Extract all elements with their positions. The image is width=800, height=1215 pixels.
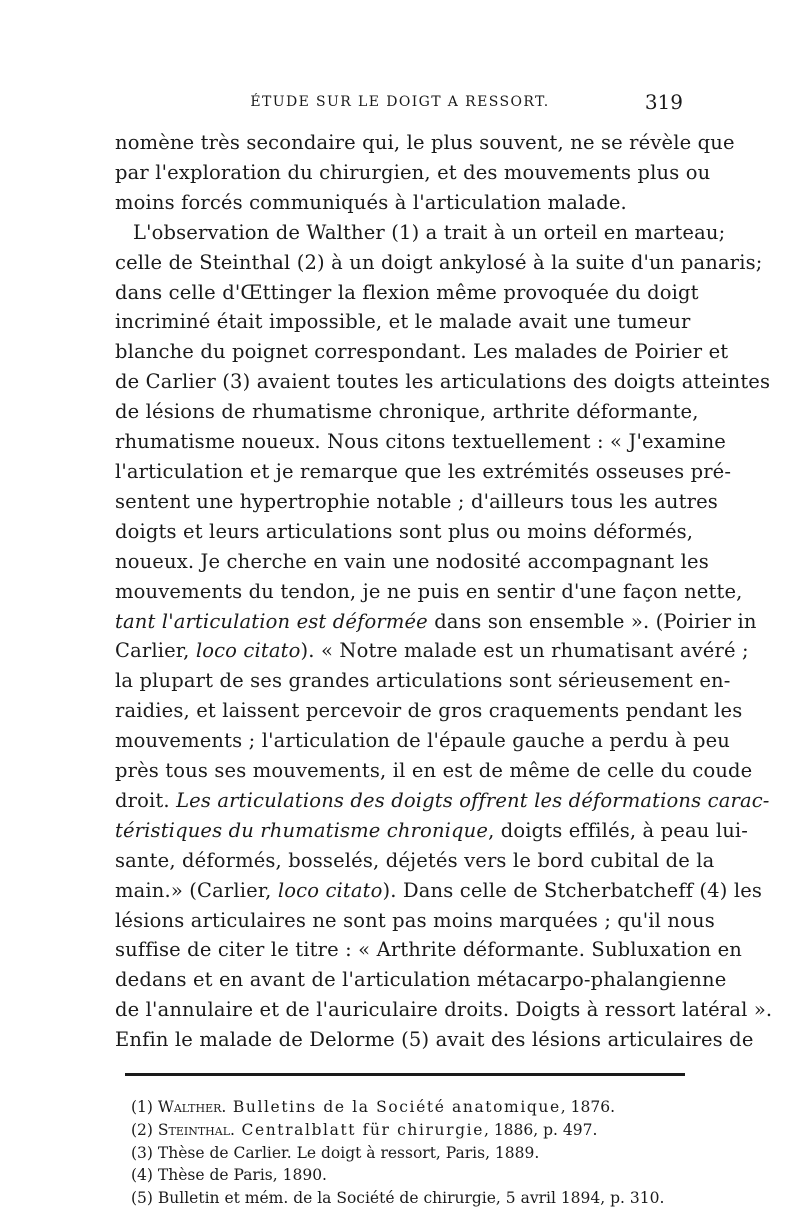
text-segment: Carlier, (115, 639, 196, 663)
footnote-title: Centralblatt für chirurgie (234, 1120, 484, 1139)
footnotes (131, 1096, 685, 1210)
text-line (115, 607, 757, 637)
text-line: incriminé était impossible, et le malade avait une tumeur (115, 310, 691, 334)
italic-citation: loco citato (195, 639, 301, 663)
italic-citation: loco citato (277, 878, 383, 902)
footnote-rule (125, 1073, 685, 1076)
page-number: 319 (644, 90, 683, 114)
text-line: sante, déformés, bosselés, déjetés vers le bord cubital de la (115, 848, 715, 872)
footnote (131, 1187, 685, 1210)
text-line (115, 816, 749, 846)
footnote-text: Thèse de Carlier. Le doigt à ressort, Paris, 1889. (157, 1143, 540, 1162)
book-page (115, 88, 773, 1210)
text-line: L'observation de Walther (1) a trait à un orteil en marteau; (133, 220, 726, 244)
text-line: dedans et en avant de l'articulation métacarpo-phalangienne (115, 968, 727, 992)
text-line: noueux. Je cherche en vain une nodosité accompagnant les (115, 549, 709, 573)
footnote-number: (2) (131, 1120, 158, 1139)
text-line (115, 786, 770, 816)
text-segment: , doigts effilés, à peau lui- (488, 818, 749, 842)
italic-quote: tant l'articulation est déformée (115, 609, 428, 633)
footnote-number: (3) (131, 1143, 158, 1162)
body-text (115, 128, 773, 1055)
text-line: Enfin le malade de Delorme (5) avait des lésions articulaires de (115, 1028, 754, 1052)
text-line (115, 636, 749, 666)
footnote-number: (4) (131, 1166, 158, 1185)
text-line: la plupart de ses grandes articulations sont sérieusement en- (115, 669, 731, 693)
text-line: lésions articulaires ne sont pas moins marquées ; qu'il nous (115, 908, 715, 932)
text-line: doigts et leurs articulations sont plus ou moins déformés, (115, 519, 694, 543)
text-line: de lésions de rhumatisme chronique, arthrite déformante, (115, 400, 699, 424)
running-title: ÉTUDE SUR LE DOIGT A RESSORT. (250, 94, 550, 110)
text-segment: ). « Notre malade est un rhumatisant avéré ; (300, 639, 749, 663)
text-segment: ). Dans celle de Stcherbatcheff (4) les (382, 878, 763, 902)
text-line: de Carlier (3) avaient toutes les articulations des doigts atteintes (115, 370, 771, 394)
footnote-number: (1) (131, 1098, 158, 1117)
text-line: rhumatisme noueux. Nous citons textuellement : « J'examine (115, 430, 726, 454)
italic-quote: téristiques du rhumatisme chronique (115, 818, 489, 842)
footnote-text: , 1876. (560, 1098, 616, 1117)
footnote (131, 1142, 685, 1165)
text-line: près tous ses mouvements, il en est de même de celle du coude (115, 759, 753, 783)
text-line: dans celle d'Œttinger la flexion même provoquée du doigt (115, 280, 699, 304)
text-line: nomène très secondaire qui, le plus souvent, ne se révèle que (115, 131, 735, 154)
text-line: l'articulation et je remarque que les extrémités osseuses pré- (115, 459, 732, 483)
footnote (131, 1096, 685, 1119)
text-segment: main.» (Carlier, (115, 878, 278, 902)
footnote-title: Bulletins de la Société anatomique (226, 1098, 561, 1117)
text-segment: dans son ensemble ». (Poirier in (427, 609, 757, 633)
text-line: mouvements du tendon, je ne puis en sentir d'une façon nette, (115, 579, 743, 603)
text-line: mouvements ; l'articulation de l'épaule gauche a perdu à peu (115, 729, 730, 753)
footnote (131, 1164, 685, 1187)
text-line: par l'exploration du chirurgien, et des mouvements plus ou (115, 160, 711, 184)
footnote-text: Thèse de Paris, 1890. (157, 1166, 327, 1185)
footnote-text: , 1886, p. 497. (483, 1120, 598, 1139)
text-line: moins forcés communiqués à l'articulation malade. (115, 190, 627, 214)
text-line: sentent une hypertrophie notable ; d'ailleurs tous les autres (115, 489, 718, 513)
footnote-number: (5) (131, 1188, 158, 1207)
text-segment: droit. (115, 788, 177, 812)
footnote (131, 1119, 685, 1142)
text-line: celle de Steinthal (2) à un doigt ankylosé à la suite d'un panaris; (115, 250, 763, 274)
footnote-text: Bulletin et mém. de la Société de chirurgie, 5 avril 1894, p. 310. (157, 1188, 665, 1207)
italic-quote: Les articulations des doigts offrent les déformations carac- (176, 788, 770, 812)
text-line (115, 876, 763, 906)
running-head (115, 88, 685, 128)
text-line: suffise de citer le titre : « Arthrite déformante. Subluxation en (115, 938, 743, 962)
text-line: de l'annulaire et de l'auriculaire droits. Doigts à ressort latéral ». (115, 998, 773, 1022)
text-line: raidies, et laissent percevoir de gros craquements pendant les (115, 699, 743, 723)
footnote-author: Walther. (157, 1098, 227, 1117)
text-line: blanche du poignet correspondant. Les malades de Poirier et (115, 340, 729, 364)
footnote-author: Steinthal. (157, 1120, 235, 1139)
